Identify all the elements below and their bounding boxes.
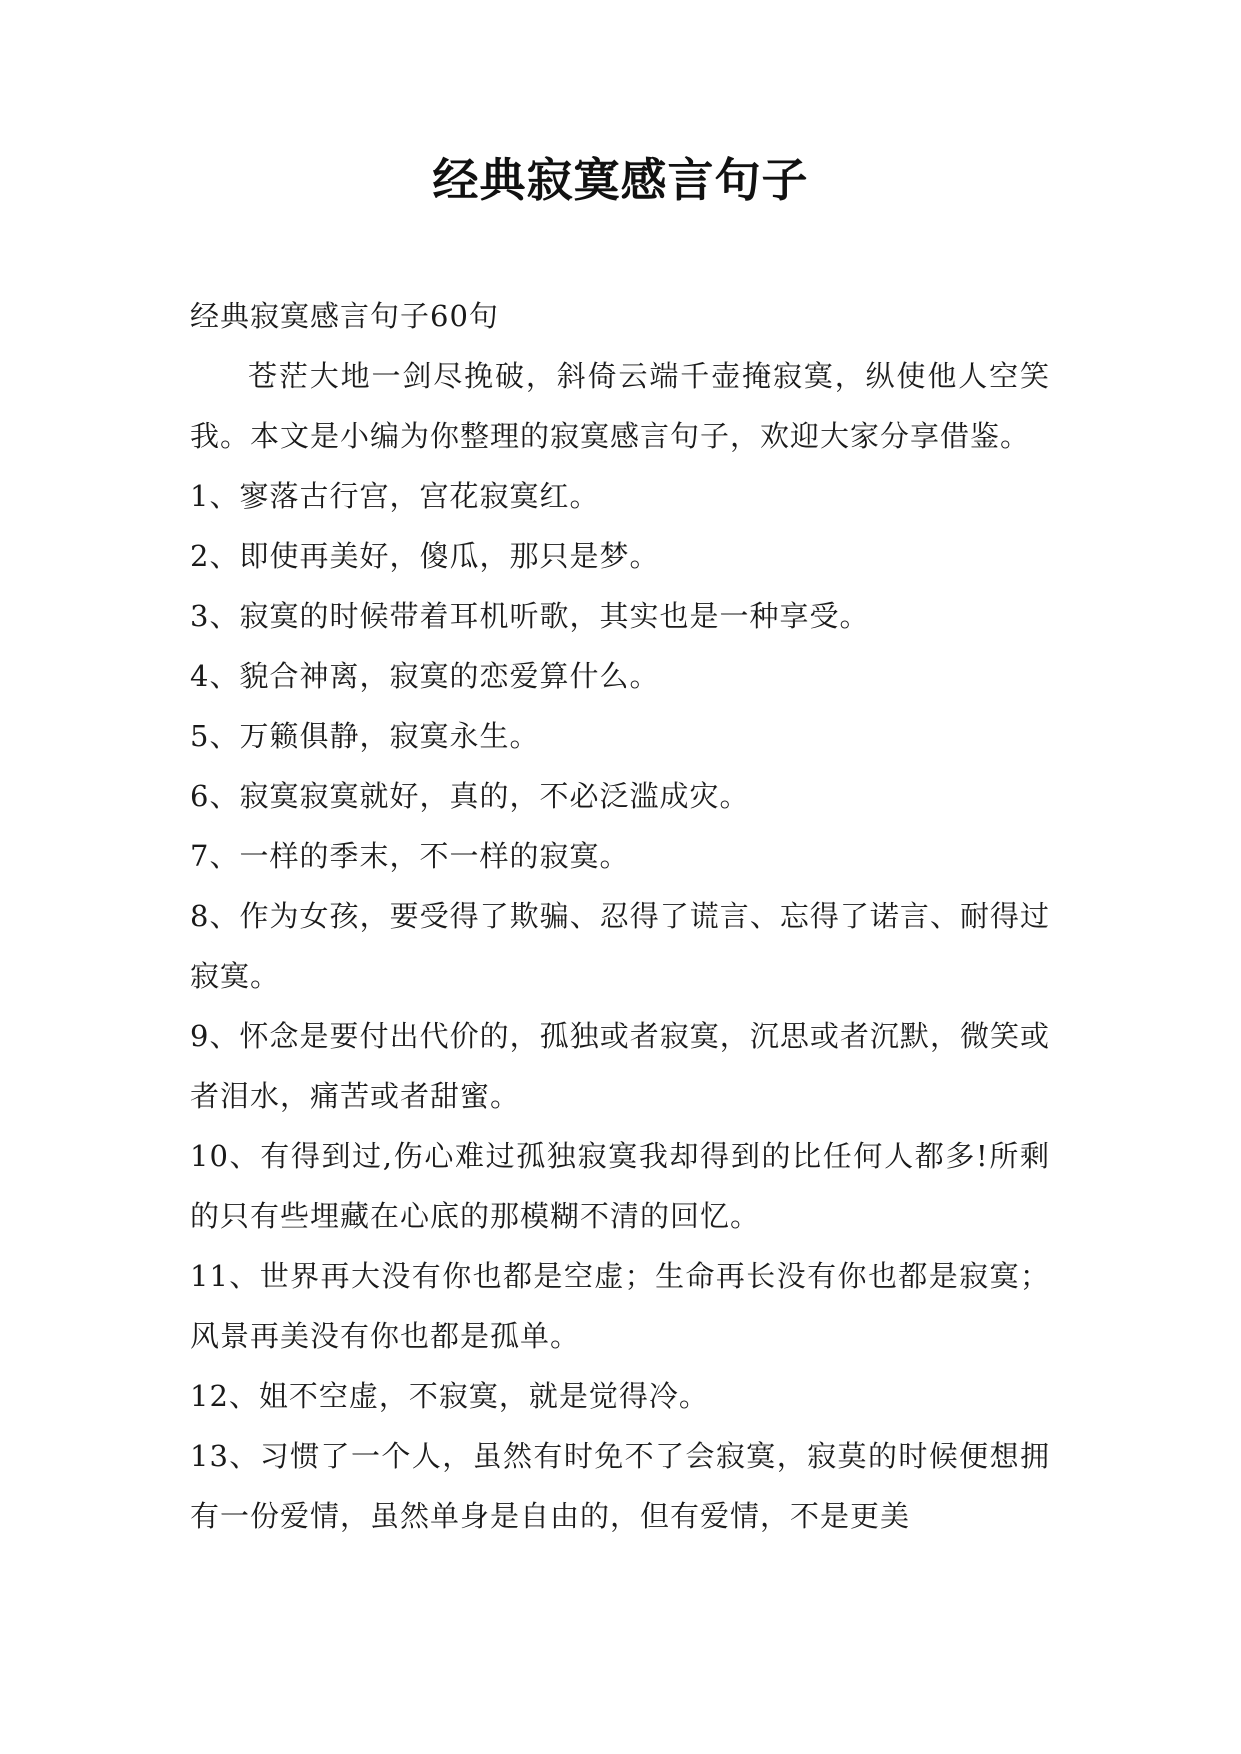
list-item: 5、万籁俱静，寂寞永生。 — [190, 719, 540, 753]
document-title: 经典寂寞感言句子 — [432, 153, 809, 207]
list-item: 8、作为女孩，要受得了欺骗、忍得了谎言、忘得了诺言、耐得过寂寞。 — [190, 899, 1050, 993]
document-subtitle: 经典寂寞感言句子60句 — [190, 299, 499, 333]
list-item: 13、习惯了一个人，虽然有时免不了会寂寞，寂莫的时候便想拥有一份爱情，虽然单身是自由的，但有爱情，不是更美 — [190, 1439, 1050, 1533]
list-item: 6、寂寞寂寞就好，真的，不必泛滥成灾。 — [190, 779, 750, 813]
list-item: 7、一样的季末，不一样的寂寞。 — [190, 839, 630, 873]
list-item: 3、寂寞的时候带着耳机听歌，其实也是一种享受。 — [190, 599, 870, 633]
list-item: 1、寥落古行宫，宫花寂寞红。 — [190, 479, 600, 513]
document-body — [190, 286, 1050, 1546]
list-item: 10、有得到过,伤心难过孤独寂寞我却得到的比任何人都多!所剩的只有些埋藏在心底的那模糊不清的回忆。 — [190, 1139, 1050, 1233]
list-item: 4、貌合神离，寂寞的恋爱算什么。 — [190, 659, 660, 693]
intro-paragraph: 苍茫大地一剑尽挽破，斜倚云端千壶掩寂寞，纵使他人空笑我。本文是小编为你整理的寂寞感言句子，欢迎大家分享借鉴。 — [190, 359, 1050, 453]
list-item: 12、姐不空虚，不寂寞，就是觉得冷。 — [190, 1379, 709, 1413]
list-item: 11、世界再大没有你也都是空虚；生命再长没有你也都是寂寞；风景再美没有你也都是孤单。 — [190, 1259, 1050, 1353]
list-item: 2、即使再美好，傻瓜，那只是梦。 — [190, 539, 660, 573]
list-item: 9、怀念是要付出代价的，孤独或者寂寞，沉思或者沉默，微笑或者泪水，痛苦或者甜蜜。 — [190, 1019, 1050, 1113]
